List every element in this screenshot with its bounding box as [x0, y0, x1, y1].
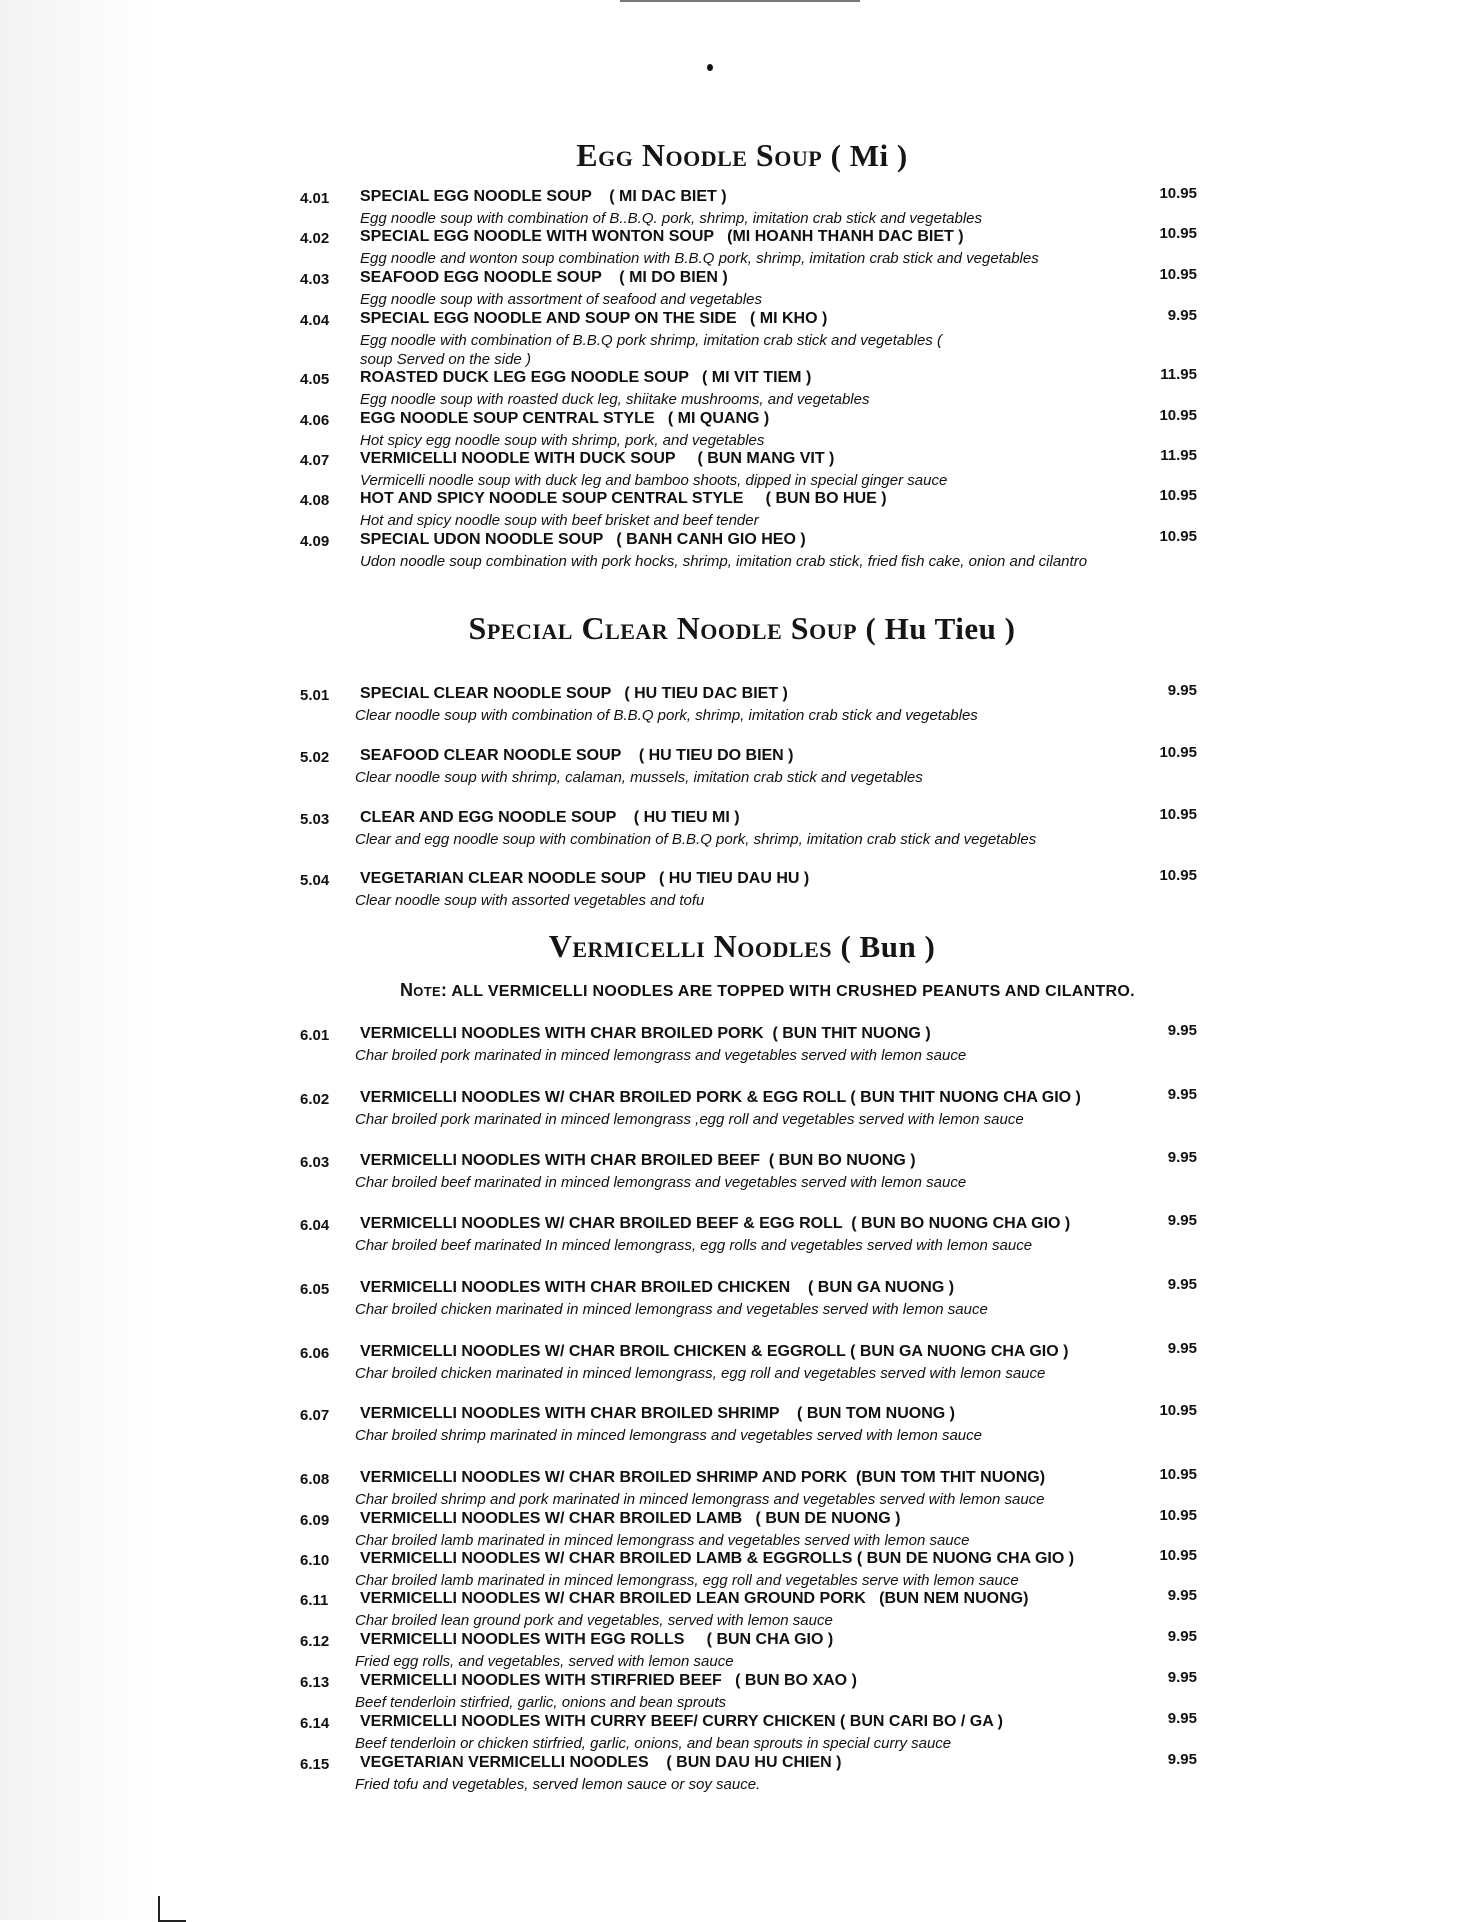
item-price: 10.95	[1159, 1547, 1197, 1564]
item-name: VEGETARIAN VERMICELLI NOODLES ( BUN DAU HU CHIEN )	[360, 1754, 842, 1771]
item-price: 9.95	[1167, 1669, 1197, 1686]
item-price: 10.95	[1159, 266, 1197, 283]
item-description: Char broiled pork marinated in minced lemongrass and vegetables served with lemon sauce	[355, 1047, 967, 1064]
item-name: CLEAR AND EGG NOODLE SOUP ( HU TIEU MI )	[360, 809, 740, 826]
item-price: 10.95	[1159, 806, 1197, 823]
item-name: EGG NOODLE SOUP CENTRAL STYLE ( MI QUANG )	[360, 410, 770, 427]
vermicelli-note	[400, 980, 1135, 1001]
item-number: 6.06	[300, 1345, 330, 1362]
item-price: 10.95	[1159, 1466, 1197, 1483]
item-description: Hot and spicy noodle soup with beef brisket and beef tender	[360, 512, 759, 529]
item-number: 5.03	[300, 811, 330, 828]
item-description: Vermicelli noodle soup with duck leg and bamboo shoots, dipped in special ginger sauce	[360, 472, 948, 489]
item-description: Char broiled beef marinated in minced lemongrass and vegetables served with lemon sauce	[355, 1174, 967, 1191]
item-name: SPECIAL EGG NOODLE WITH WONTON SOUP (MI HOANH THANH DAC BIET )	[360, 228, 964, 245]
item-name: VERMICELLI NOODLES W/ CHAR BROILED LAMB & EGGROLLS ( BUN DE NUONG CHA GIO )	[360, 1550, 1075, 1567]
item-number: 6.01	[300, 1027, 330, 1044]
item-number: 4.02	[300, 230, 330, 247]
item-number: 4.09	[300, 533, 330, 550]
item-name: SEAFOOD CLEAR NOODLE SOUP ( HU TIEU DO BIEN )	[360, 747, 794, 764]
item-description: Char broiled beef marinated In minced lemongrass, egg rolls and vegetables served with lemon sauce	[355, 1237, 1033, 1254]
item-number: 6.10	[300, 1552, 330, 1569]
item-name: VERMICELLI NOODLES WITH CURRY BEEF/ CURRY CHICKEN ( BUN CARI BO / GA )	[360, 1713, 1003, 1730]
item-name: VERMICELLI NOODLES W/ CHAR BROILED PORK & EGG ROLL ( BUN THIT NUONG CHA GIO )	[360, 1089, 1081, 1106]
section-title-text: Vermicelli Noodles	[548, 928, 832, 964]
section-title-text: Special Clear Noodle Soup	[468, 610, 858, 646]
item-number: 6.02	[300, 1091, 330, 1108]
item-price: 9.95	[1167, 1710, 1197, 1727]
item-number: 4.05	[300, 371, 330, 388]
item-name: VERMICELLI NOODLES WITH EGG ROLLS ( BUN CHA GIO )	[360, 1631, 834, 1648]
item-description: Egg noodle soup with assortment of seafood and vegetables	[360, 291, 762, 308]
item-description: Char broiled lamb marinated in minced lemongrass and vegetables served with lemon sauce	[355, 1532, 970, 1549]
item-description: Char broiled lean ground pork and vegetables, served with lemon sauce	[355, 1612, 833, 1629]
item-name: HOT AND SPICY NOODLE SOUP CENTRAL STYLE ( BUN BO HUE )	[360, 490, 887, 507]
item-description: Fried tofu and vegetables, served lemon sauce or soy sauce.	[355, 1776, 761, 1793]
item-description: Clear and egg noodle soup with combination of B.B.Q pork, shrimp, imitation crab stick and vegetables	[355, 831, 1037, 848]
note-label: Note:	[400, 980, 448, 1000]
item-description: Clear noodle soup with combination of B.B.Q pork, shrimp, imitation crab stick and vegetables	[355, 707, 978, 724]
item-number: 6.11	[300, 1592, 329, 1609]
item-description: Egg noodle and wonton soup combination with B.B.Q pork, shrimp, imitation crab stick and vegetables	[360, 250, 1039, 267]
item-name: VERMICELLI NOODLES WITH CHAR BROILED PORK ( BUN THIT NUONG )	[360, 1025, 931, 1042]
item-description: Beef tenderloin stirfried, garlic, onions and bean sprouts	[355, 1694, 727, 1711]
section-title-subtitle: ( Mi )	[830, 138, 908, 173]
item-name: VERMICELLI NOODLES W/ CHAR BROIL CHICKEN & EGGROLL ( BUN GA NUONG CHA GIO )	[360, 1343, 1069, 1360]
item-price: 10.95	[1159, 528, 1197, 545]
item-number: 6.14	[300, 1715, 330, 1732]
item-description: Char broiled shrimp marinated in minced lemongrass and vegetables served with lemon sauce	[355, 1427, 982, 1444]
top-rule	[620, 0, 860, 2]
item-name: VERMICELLI NOODLE WITH DUCK SOUP ( BUN MANG VIT )	[360, 450, 835, 467]
item-name: VEGETARIAN CLEAR NOODLE SOUP ( HU TIEU DAU HU )	[360, 870, 810, 887]
corner-mark	[158, 1896, 186, 1922]
item-price: 9.95	[1167, 1212, 1197, 1229]
item-description: Char broiled pork marinated in minced lemongrass ,egg roll and vegetables served with lemon sauce	[355, 1111, 1024, 1128]
section-title-clear-noodle-soup	[0, 610, 1484, 647]
item-price: 10.95	[1159, 744, 1197, 761]
item-name: SPECIAL EGG NOODLE AND SOUP ON THE SIDE ( MI KHO )	[360, 310, 828, 327]
item-number: 6.03	[300, 1154, 330, 1171]
item-description: Char broiled shrimp and pork marinated in minced lemongrass and vegetables served with lemon sauce	[355, 1491, 1045, 1508]
item-number: 4.04	[300, 312, 330, 329]
item-number: 6.05	[300, 1281, 330, 1298]
item-price: 10.95	[1159, 185, 1197, 202]
item-description: Char broiled chicken marinated in minced lemongrass and vegetables served with lemon sauce	[355, 1301, 988, 1318]
item-number: 4.03	[300, 271, 330, 288]
punch-dot	[707, 64, 713, 71]
item-price: 9.95	[1167, 1276, 1197, 1293]
section-title-subtitle: ( Hu Tieu )	[865, 611, 1016, 646]
item-description: Clear noodle soup with shrimp, calaman, mussels, imitation crab stick and vegetables	[355, 769, 923, 786]
item-description: Fried egg rolls, and vegetables, served with lemon sauce	[355, 1653, 734, 1670]
item-name: VERMICELLI NOODLES W/ CHAR BROILED LAMB ( BUN DE NUONG )	[360, 1510, 901, 1527]
item-name: VERMICELLI NOODLES W/ CHAR BROILED BEEF & EGG ROLL ( BUN BO NUONG CHA GIO )	[360, 1215, 1071, 1232]
item-number: 6.13	[300, 1674, 330, 1691]
item-number: 5.01	[300, 687, 330, 704]
item-price: 9.95	[1167, 307, 1197, 324]
item-description: Char broiled lamb marinated in minced lemongrass, egg roll and vegetables serve with lemon sauce	[355, 1572, 1019, 1589]
item-number: 4.08	[300, 492, 330, 509]
item-price: 9.95	[1167, 1628, 1197, 1645]
item-price: 10.95	[1159, 407, 1197, 424]
item-number: 6.07	[300, 1407, 330, 1424]
item-price: 9.95	[1167, 1751, 1197, 1768]
section-title-egg-noodle-soup	[0, 137, 1484, 174]
item-name: VERMICELLI NOODLES WITH CHAR BROILED SHRIMP ( BUN TOM NUONG )	[360, 1405, 955, 1422]
item-price: 10.95	[1159, 867, 1197, 884]
item-description: Egg noodle soup with roasted duck leg, shiitake mushrooms, and vegetables	[360, 391, 870, 408]
item-name: VERMICELLI NOODLES WITH STIRFRIED BEEF ( BUN BO XAO )	[360, 1672, 857, 1689]
item-description: Egg noodle soup with combination of B..B.Q. pork, shrimp, imitation crab stick and vegetables	[360, 210, 982, 227]
item-name: SPECIAL CLEAR NOODLE SOUP ( HU TIEU DAC BIET )	[360, 685, 788, 702]
item-price: 9.95	[1167, 1149, 1197, 1166]
item-description: Hot spicy egg noodle soup with shrimp, pork, and vegetables	[360, 432, 765, 449]
item-number: 6.09	[300, 1512, 330, 1529]
item-name: SEAFOOD EGG NOODLE SOUP ( MI DO BIEN )	[360, 269, 728, 286]
item-description: Egg noodle with combination of B.B.Q pork shrimp, imitation crab stick and vegetables ( soup Served on the side )	[360, 332, 942, 368]
item-price: 9.95	[1167, 1086, 1197, 1103]
item-number: 6.04	[300, 1217, 330, 1234]
section-title-vermicelli-noodles	[0, 928, 1484, 965]
item-description: Beef tenderloin or chicken stirfried, garlic, onions, and bean sprouts in special curry sauce	[355, 1735, 952, 1752]
item-number: 4.07	[300, 452, 330, 469]
item-price: 9.95	[1167, 1022, 1197, 1039]
item-name: VERMICELLI NOODLES W/ CHAR BROILED LEAN GROUND PORK (BUN NEM NUONG)	[360, 1590, 1029, 1607]
item-price: 9.95	[1167, 682, 1197, 699]
item-name: ROASTED DUCK LEG EGG NOODLE SOUP ( MI VIT TIEM )	[360, 369, 812, 386]
item-price: 9.95	[1167, 1340, 1197, 1357]
item-price: 10.95	[1159, 487, 1197, 504]
item-price: 10.95	[1159, 225, 1197, 242]
item-price: 11.95	[1160, 447, 1197, 464]
item-name: SPECIAL UDON NOODLE SOUP ( BANH CANH GIO HEO )	[360, 531, 806, 548]
item-price: 9.95	[1167, 1587, 1197, 1604]
note-text: ALL VERMICELLI NOODLES ARE TOPPED WITH CRUSHED PEANUTS AND CILANTRO.	[451, 983, 1135, 1000]
item-number: 5.04	[300, 872, 330, 889]
item-number: 6.08	[300, 1471, 330, 1488]
item-price: 10.95	[1159, 1507, 1197, 1524]
item-description: Clear noodle soup with assorted vegetables and tofu	[355, 892, 705, 909]
item-price: 11.95	[1160, 366, 1197, 383]
item-number: 5.02	[300, 749, 330, 766]
section-title-subtitle: ( Bun )	[840, 929, 936, 964]
item-number: 6.12	[300, 1633, 330, 1650]
item-name: VERMICELLI NOODLES W/ CHAR BROILED SHRIMP AND PORK (BUN TOM THIT NUONG)	[360, 1469, 1046, 1486]
item-number: 4.06	[300, 412, 330, 429]
item-number: 6.15	[300, 1756, 330, 1773]
item-description: Udon noodle soup combination with pork hocks, shrimp, imitation crab stick, fried fish cake, onion and cilantro	[360, 553, 1088, 570]
item-price: 10.95	[1159, 1402, 1197, 1419]
item-number: 4.01	[300, 190, 330, 207]
section-title-text: Egg Noodle Soup	[576, 137, 823, 173]
item-name: SPECIAL EGG NOODLE SOUP ( MI DAC BIET )	[360, 188, 727, 205]
item-name: VERMICELLI NOODLES WITH CHAR BROILED BEEF ( BUN BO NUONG )	[360, 1152, 916, 1169]
item-name: VERMICELLI NOODLES WITH CHAR BROILED CHICKEN ( BUN GA NUONG )	[360, 1279, 955, 1296]
item-description: Char broiled chicken marinated in minced lemongrass, egg roll and vegetables served with lemon sauce	[355, 1365, 1046, 1382]
